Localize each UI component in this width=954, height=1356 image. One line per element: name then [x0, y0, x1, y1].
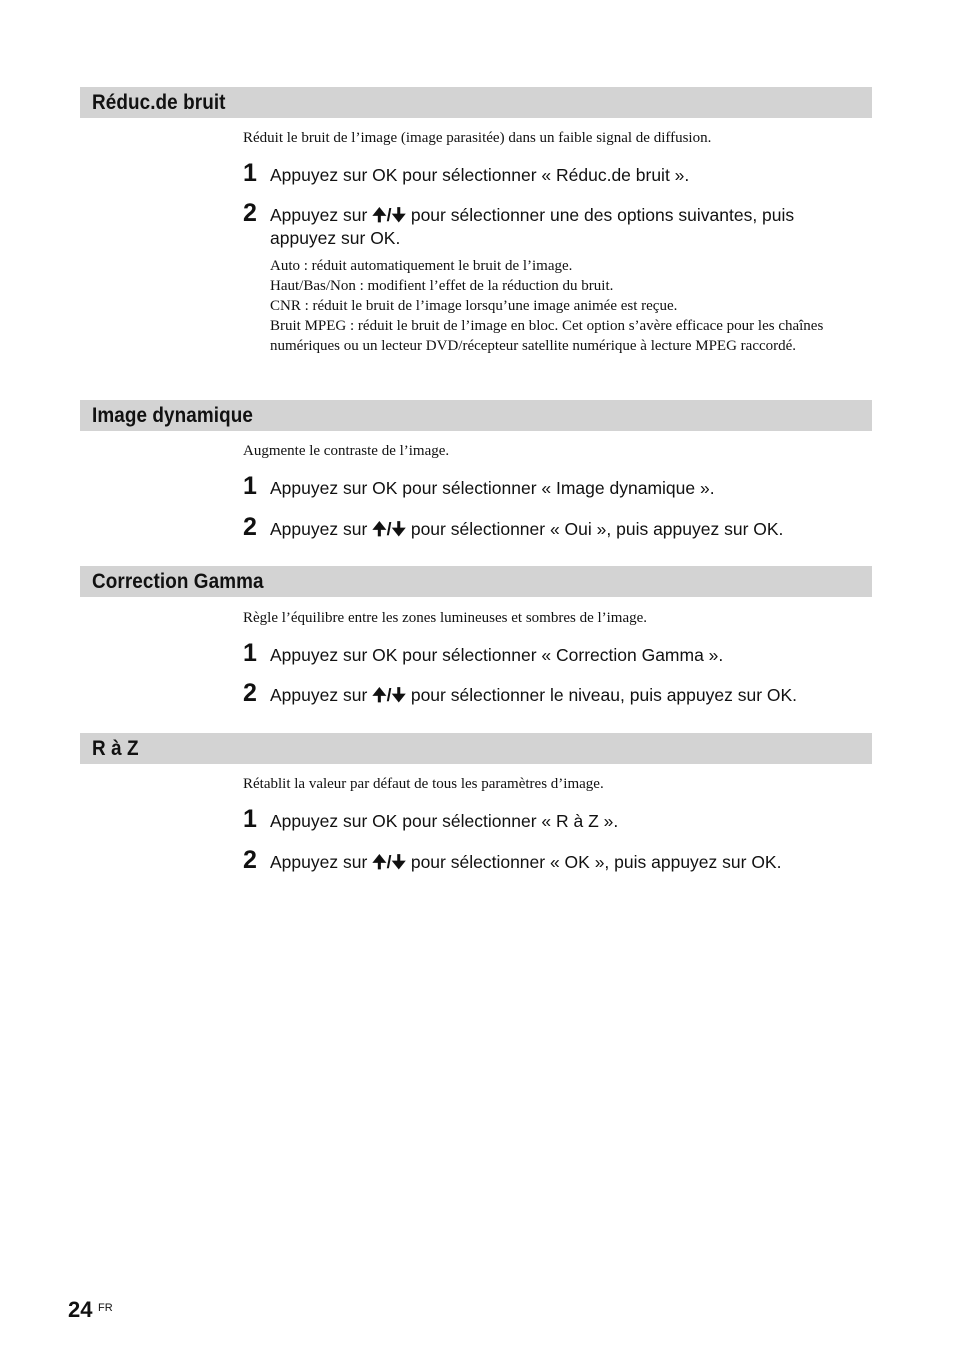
step-text: Appuyez sur OK pour sélectionner « Image dynamique ».: [270, 478, 715, 498]
step-text-pre: Appuyez sur: [270, 852, 373, 872]
step-number: 2: [243, 679, 257, 707]
step-number: 2: [243, 513, 257, 541]
step-number: 2: [243, 199, 257, 227]
section-intro: Rétablit la valeur par défaut de tous les paramètres d’image.: [243, 776, 604, 792]
page-number: 24: [68, 1297, 93, 1322]
step-text-post: pour sélectionner une des options suivantes, puis appuyez sur OK.: [270, 205, 795, 248]
step-text-pre: Appuyez sur: [270, 685, 373, 705]
step-number: 2: [243, 846, 257, 874]
step-text: [270, 518, 865, 541]
up-down-arrows-icon: 🠉/🠋: [372, 852, 406, 872]
section-header-reduc-de-bruit: [80, 87, 872, 118]
option-detail-cnr: CNR : réduit le bruit de l’image lorsqu’une image animée est reçue.: [270, 298, 678, 314]
up-down-arrows-icon: 🠉/🠋: [372, 685, 406, 705]
step-text-pre: Appuyez sur: [270, 519, 373, 539]
section-intro: Règle l’équilibre entre les zones lumineuses et sombres de l’image.: [243, 610, 648, 626]
section-header-r-a-z: [80, 733, 872, 764]
step-text: Appuyez sur OK pour sélectionner « R à Z ».: [270, 811, 619, 831]
option-detail-haut-bas-non: Haut/Bas/Non : modifient l’effet de la réduction du bruit.: [270, 278, 614, 294]
option-detail-bruit-mpeg: Bruit MPEG : réduit le bruit de l’image en bloc. Cet option s’avère efficace pour les chaînes numériques ou un lecteur DVD/récepteur satellite numérique à lecture MPEG raccordé.: [270, 318, 824, 354]
section-title: Image dynamique: [92, 404, 254, 427]
section-intro: Réduit le bruit de l’image (image parasitée) dans un faible signal de diffusion.: [243, 130, 712, 146]
section-header-image-dynamique: [80, 400, 872, 431]
step-text-post: pour sélectionner « OK », puis appuyez sur OK.: [405, 852, 782, 872]
section-header-correction-gamma: [80, 566, 872, 597]
step-number: 1: [243, 805, 257, 833]
step-text: Appuyez sur OK pour sélectionner « Correction Gamma ».: [270, 645, 724, 665]
step-text-post: pour sélectionner le niveau, puis appuyez sur OK.: [405, 685, 798, 705]
step-number: 1: [243, 472, 257, 500]
step-text: Appuyez sur OK pour sélectionner « Réduc.de bruit ».: [270, 165, 690, 185]
step-text: [270, 204, 865, 250]
step-number: 1: [243, 639, 257, 667]
page-language: FR: [98, 1302, 113, 1314]
step-text-pre: Appuyez sur: [270, 205, 373, 225]
section-title: Correction Gamma: [92, 570, 264, 593]
section-title: R à Z: [92, 737, 139, 760]
step-text: [270, 851, 865, 874]
option-details: [270, 256, 870, 356]
option-detail-auto: Auto : réduit automatiquement le bruit de l’image.: [270, 258, 573, 274]
step-text: [270, 684, 865, 707]
section-intro: Augmente le contraste de l’image.: [243, 443, 450, 459]
step-number: 1: [243, 159, 257, 187]
step-text-post: pour sélectionner « Oui », puis appuyez sur OK.: [405, 519, 784, 539]
up-down-arrows-icon: 🠉/🠋: [372, 205, 406, 225]
section-title: Réduc.de bruit: [92, 91, 226, 114]
up-down-arrows-icon: 🠉/🠋: [372, 519, 406, 539]
